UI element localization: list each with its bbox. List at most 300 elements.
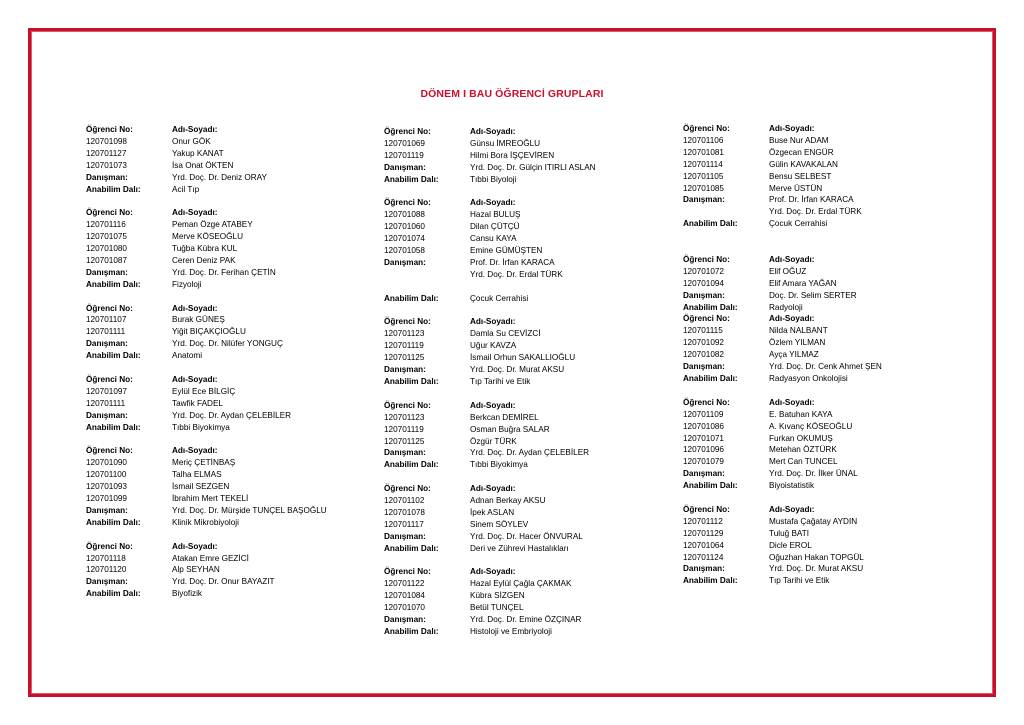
student-row [683,552,882,564]
student-no-label: Öğrenci No: [86,374,133,384]
department-row [86,350,327,362]
student-no-label: Öğrenci No: [683,124,730,133]
student-name: Atakan Emre GEZİCİ [172,553,249,563]
advisor-row [384,257,596,269]
student-number: 120701092 [683,338,724,348]
group-header-row [86,541,327,553]
student-row [86,231,327,243]
student-no-label: Öğrenci No: [384,567,431,577]
student-row [384,602,596,614]
name-label: Adı-Soyadı: [172,208,218,218]
name-label: Adı-Soyadı: [769,314,815,324]
advisor-label: Danışman: [86,410,128,420]
department-row [86,422,327,434]
student-number: 120701120 [86,565,127,575]
department-row [683,575,882,587]
department-label: Anabilim Dalı: [86,351,141,361]
advisor-name: Prof. Dr. İrfan KARACA [769,195,854,205]
student-group [683,254,882,314]
group-column-3 [683,123,882,587]
department-name: Radyasyon Onkolojisi [769,374,848,384]
student-row [86,398,327,410]
group-column-2 [384,126,596,638]
student-row [86,148,327,160]
department-label: Anabilim Dalı: [86,279,141,289]
name-label: Adı-Soyadı: [172,303,218,313]
student-number: 120701093 [86,482,127,492]
advisor-label: Danışman: [384,448,426,458]
name-label: Adı-Soyadı: [470,400,516,410]
department-label: Anabilim Dalı: [683,219,738,229]
student-row [384,507,596,519]
student-name: Emine GÜMÜŞTEN [470,246,543,256]
student-row [683,159,882,171]
group-header-row [683,397,882,409]
advisor-row [86,505,327,517]
group-header-row [384,400,596,412]
spacer [384,281,596,293]
student-number: 120701107 [86,315,127,325]
advisor-name: Yrd. Doç. Dr. Cenk Ahmet ŞEN [769,362,882,372]
advisor-name: Yrd. Doç. Dr. Onur BAYAZIT [172,577,275,587]
student-row [683,528,882,540]
department-name: Biyoistatistik [769,481,815,491]
group-header-row [683,254,882,266]
department-row [384,376,596,388]
department-name: Çocuk Cerrahisi [769,219,828,229]
student-row [683,409,882,421]
student-group [683,123,882,230]
advisor-name: Yrd. Doç. Dr. Emine ÖZÇINAR [470,615,582,625]
student-group [384,566,596,637]
name-label: Adı-Soyadı: [172,541,218,551]
student-name: Berkcan DEMİREL [470,412,539,422]
student-row [86,160,327,172]
student-number: 120701070 [384,603,425,613]
student-group [86,541,327,601]
advisor-label [683,206,769,218]
student-name: Betül TUNÇEL [470,603,524,613]
advisor-name: Yrd. Doç. Dr. İlker ÜNAL [769,469,858,479]
student-name: Merve KÖSEOĞLU [172,232,243,242]
student-number: 120701129 [683,528,724,538]
department-label: Anabilim Dalı: [384,626,439,636]
student-group [86,303,327,363]
department-row [683,373,882,385]
student-name: Günsu İMREOĞLU [470,138,541,148]
student-number: 120701079 [683,457,724,467]
department-label: Anabilim Dalı: [683,576,738,586]
student-row [683,278,882,290]
name-label: Adı-Soyadı: [470,567,516,577]
student-number: 120701086 [683,421,724,431]
department-row [384,174,596,186]
advisor-label: Danışman: [683,362,725,372]
name-label: Adı-Soyadı: [769,124,815,133]
student-name: Özgür TÜRK [470,436,517,446]
student-name: Yakup KANAT [172,148,224,158]
advisor-name: Yrd. Doç. Dr. Mürşide TUNÇEL BAŞOĞLU [172,505,327,515]
student-name: Onur GÖK [172,136,211,146]
student-number: 120701127 [86,148,127,158]
advisor-label [384,269,470,281]
advisor-label: Danışman: [86,267,128,277]
student-number: 120701097 [86,386,127,396]
student-name: Cansu KAYA [470,234,517,244]
department-name: Fizyoloji [172,279,202,289]
student-name: İsa Onat ÖKTEN [172,160,234,170]
student-name: Sinem SÖYLEV [470,519,529,529]
student-row [384,424,596,436]
advisor-label: Danışman: [683,290,725,300]
advisor-label: Danışman: [86,172,128,182]
student-no-label: Öğrenci No: [384,400,431,410]
student-row [384,352,596,364]
group-header-row [384,316,596,328]
student-name: Uğur KAVZA [470,341,517,351]
student-number: 120701099 [86,494,127,504]
department-label: Anabilim Dalı: [86,589,141,599]
department-name: Histoloji ve Embriyoloji [470,626,552,636]
student-group [384,126,596,186]
student-number: 120701071 [683,433,724,443]
department-name: Acil Tıp [172,184,200,194]
group-header-row [384,197,596,209]
student-number: 120701072 [683,266,724,276]
student-row [683,433,882,445]
student-row [86,314,327,326]
student-row [683,171,882,183]
student-name: Ayça YILMAZ [769,350,819,360]
student-name: Merve ÜSTÜN [769,183,823,193]
student-no-label: Öğrenci No: [683,314,730,324]
advisor-row [683,563,882,575]
department-label: Anabilim Dalı: [683,374,738,384]
student-row [384,519,596,531]
advisor-row [86,172,327,184]
student-name: Tawfik FADEL [172,398,223,408]
advisor-row [683,361,882,373]
student-name: Talha ELMAS [172,470,222,480]
student-number: 120701125 [384,436,425,446]
student-row [384,150,596,162]
student-row [683,147,882,159]
advisor-row [384,162,596,174]
department-label: Anabilim Dalı: [384,293,439,303]
student-no-label: Öğrenci No: [683,504,730,514]
department-row [683,480,882,492]
student-no-label: Öğrenci No: [384,484,431,494]
group-header-row [86,124,327,136]
advisor-name: Yrd. Doç. Dr. Deniz ORAY [172,172,267,182]
student-row [86,493,327,505]
student-no-label: Öğrenci No: [86,446,133,456]
student-name: Burak GÜNEŞ [172,315,225,325]
student-row [384,340,596,352]
student-number: 120701105 [683,171,724,181]
department-row [683,302,882,314]
student-name: İsmail Orhun SAKALLIOĞLU [470,353,576,363]
student-number: 120701111 [86,327,126,337]
department-label: Anabilim Dalı: [86,422,141,432]
student-number: 120701125 [384,353,425,363]
student-name: Dilan ÇÜTÇÜ [470,222,520,232]
advisor-label: Danışman: [384,615,426,625]
advisor-row [683,290,882,302]
student-row [683,540,882,552]
group-header-row [683,313,882,325]
name-label: Adı-Soyadı: [470,127,516,136]
student-number: 120701096 [683,445,724,455]
advisor-label: Danışman: [683,469,725,479]
department-name: Klinik Mikrobiyoloji [172,517,239,527]
advisor-row [384,447,596,459]
department-name: Radyoloji [769,302,803,312]
student-name: İbrahim Mert TEKELİ [172,494,249,504]
student-group [683,504,882,587]
name-label: Adı-Soyadı: [769,397,815,407]
department-row [86,517,327,529]
student-name: Nilda NALBANT [769,326,828,336]
student-number: 120701109 [683,409,724,419]
advisor-row [384,269,596,281]
advisor-label: Danışman: [384,365,426,375]
department-name: Tıbbi Biyokimya [470,460,528,470]
student-row [683,337,882,349]
student-no-label: Öğrenci No: [384,198,431,208]
student-group [683,313,882,384]
student-row [86,243,327,255]
student-row [86,255,327,267]
department-label: Anabilim Dalı: [384,376,439,386]
advisor-label: Danışman: [683,195,725,205]
student-row [86,326,327,338]
student-number: 120701087 [86,255,127,265]
student-group [683,397,882,492]
student-group [86,207,327,290]
advisor-row [384,364,596,376]
student-group [86,374,327,434]
student-group [384,483,596,554]
student-name: Alp SEYHAN [172,565,220,575]
student-name: Damla Su CEVİZCİ [470,329,541,339]
advisor-name: Yrd. Doç. Dr. Aydan ÇELEBİLER [470,448,590,458]
group-header-row [683,123,882,135]
department-row [384,626,596,638]
student-row [384,209,596,221]
student-row [86,136,327,148]
department-name: Tıbbi Biyokimya [172,422,230,432]
student-row [86,457,327,469]
department-label: Anabilim Dalı: [683,302,738,312]
student-number: 120701078 [384,507,425,517]
student-name: Tuğba Kübra KUL [172,244,238,254]
student-number: 120701118 [86,553,126,563]
group-header-row [384,483,596,495]
student-row [683,421,882,433]
student-no-label: Öğrenci No: [86,208,133,218]
student-row [86,564,327,576]
group-column-1 [86,124,327,600]
department-name: Tıp Tarihi ve Etik [470,376,531,386]
name-label: Adı-Soyadı: [470,198,516,208]
student-row [683,516,882,528]
student-no-label: Öğrenci No: [86,541,133,551]
student-name: Hilmi Bora İŞÇEVİREN [470,150,555,160]
student-number: 120701073 [86,160,127,170]
advisor-label: Danışman: [86,505,128,515]
student-group [384,316,596,387]
department-row [86,279,327,291]
department-name: Anatomi [172,351,203,361]
student-number: 120701111 [86,398,126,408]
group-header-row [683,504,882,516]
name-label: Adı-Soyadı: [172,446,218,456]
student-number: 120701082 [683,350,724,360]
student-number: 120701122 [384,579,425,589]
student-row [384,245,596,257]
student-row [384,590,596,602]
student-name: Elif OĞUZ [769,266,807,276]
student-no-label: Öğrenci No: [86,125,133,134]
student-name: Dicle EROL [769,540,812,550]
student-number: 120701115 [683,326,723,336]
student-row [86,469,327,481]
student-number: 120701117 [384,519,424,529]
student-number: 120701119 [384,150,424,160]
student-group [86,445,327,528]
student-name: Oğuzhan Hakan TOPGÜL [769,552,864,562]
student-number: 120701074 [384,234,425,244]
advisor-name: Yrd. Doç. Dr. Nilüfer YONGUÇ [172,339,283,349]
advisor-row [86,410,327,422]
student-name: Meriç ÇETİNBAŞ [172,458,236,468]
student-number: 120701123 [384,412,425,422]
advisor-label: Danışman: [384,162,426,172]
advisor-name: Yrd. Doç. Dr. Hacer ÖNVURAL [470,531,583,541]
student-name: Mustafa Çağatay AYDIN [769,516,858,526]
student-row [384,495,596,507]
department-label: Anabilim Dalı: [384,174,439,184]
student-row [384,221,596,233]
student-no-label: Öğrenci No: [86,303,133,313]
advisor-name: Yrd. Doç. Dr. Erdal TÜRK [769,207,862,217]
student-row [384,328,596,340]
student-group [86,124,327,195]
group-header-row [86,303,327,315]
student-number: 120701080 [86,244,127,254]
student-row [384,578,596,590]
student-row [86,386,327,398]
department-row [86,588,327,600]
student-name: İsmail SEZGEN [172,482,230,492]
department-label: Anabilim Dalı: [384,543,439,553]
student-name: Elif Amara YAĞAN [769,278,837,288]
student-number: 120701119 [384,341,424,351]
student-number: 120701064 [683,540,724,550]
student-number: 120701060 [384,222,425,232]
student-name: Bensu SELBEST [769,171,832,181]
student-name: Hazal BULUŞ [470,210,521,220]
name-label: Adı-Soyadı: [172,374,218,384]
student-name: Mert Can TUNCEL [769,457,838,467]
student-number: 120701081 [683,147,724,157]
advisor-name: Yrd. Doç. Dr. Erdal TÜRK [470,269,563,279]
advisor-row [384,614,596,626]
department-label: Anabilim Dalı: [384,460,439,470]
advisor-label: Danışman: [384,257,426,267]
student-name: Gülin KAVAKALAN [769,159,838,169]
student-row [384,138,596,150]
student-group [384,400,596,471]
name-label: Adı-Soyadı: [470,484,516,494]
student-no-label: Öğrenci No: [384,317,431,327]
name-label: Adı-Soyadı: [769,504,815,514]
department-row [86,184,327,196]
group-header-row [384,126,596,138]
advisor-row [683,468,882,480]
name-label: Adı-Soyadı: [470,317,516,327]
advisor-row [683,206,882,218]
student-name: Adnan Berkay AKSU [470,496,546,506]
department-row [384,459,596,471]
student-name: Buse Nur ADAM [769,135,829,145]
advisor-label: Danışman: [86,577,128,587]
advisor-label: Danışman: [86,339,128,349]
department-row [384,543,596,555]
group-header-row [86,445,327,457]
student-row [384,436,596,448]
student-name: Tuluğ BATI [769,528,810,538]
group-header-row [86,374,327,386]
student-number: 120701123 [384,329,425,339]
student-row [683,325,882,337]
student-number: 120701094 [683,278,724,288]
group-header-row [86,207,327,219]
student-row [683,349,882,361]
department-name: Tıp Tarihi ve Etik [769,576,830,586]
department-name: Deri ve Zührevi Hastalıkları [470,543,569,553]
student-number: 120701100 [86,470,127,480]
student-name: Osman Buğra SALAR [470,424,550,434]
department-label: Anabilim Dalı: [683,481,738,491]
page-title: DÖNEM I BAU ÖĞRENCİ GRUPLARI [420,88,604,100]
student-row [86,219,327,231]
advisor-name: Yrd. Doç. Dr. Murat AKSU [769,564,864,574]
advisor-row [86,338,327,350]
student-name: Peman Özge ATABEY [172,220,253,230]
department-name: Tıbbi Biyoloji [470,174,517,184]
name-label: Adı-Soyadı: [769,254,815,264]
student-name: İpek ASLAN [470,507,515,517]
student-number: 120701069 [384,138,425,148]
advisor-row [384,531,596,543]
student-number: 120701058 [384,246,425,256]
advisor-name: Yrd. Doç. Dr. Murat AKSU [470,365,565,375]
advisor-row [683,194,882,206]
student-row [683,266,882,278]
student-number: 120701098 [86,136,127,146]
student-name: Metehan ÖZTÜRK [769,445,837,455]
advisor-name: Prof. Dr. İrfan KARACA [470,257,555,267]
student-number: 120701102 [384,496,425,506]
student-number: 120701116 [86,220,126,230]
department-label: Anabilim Dalı: [86,517,141,527]
student-name: Ceren Deniz PAK [172,255,236,265]
student-name: Eylül Ece BİLGİÇ [172,386,236,396]
student-row [384,233,596,245]
advisor-row [86,267,327,279]
